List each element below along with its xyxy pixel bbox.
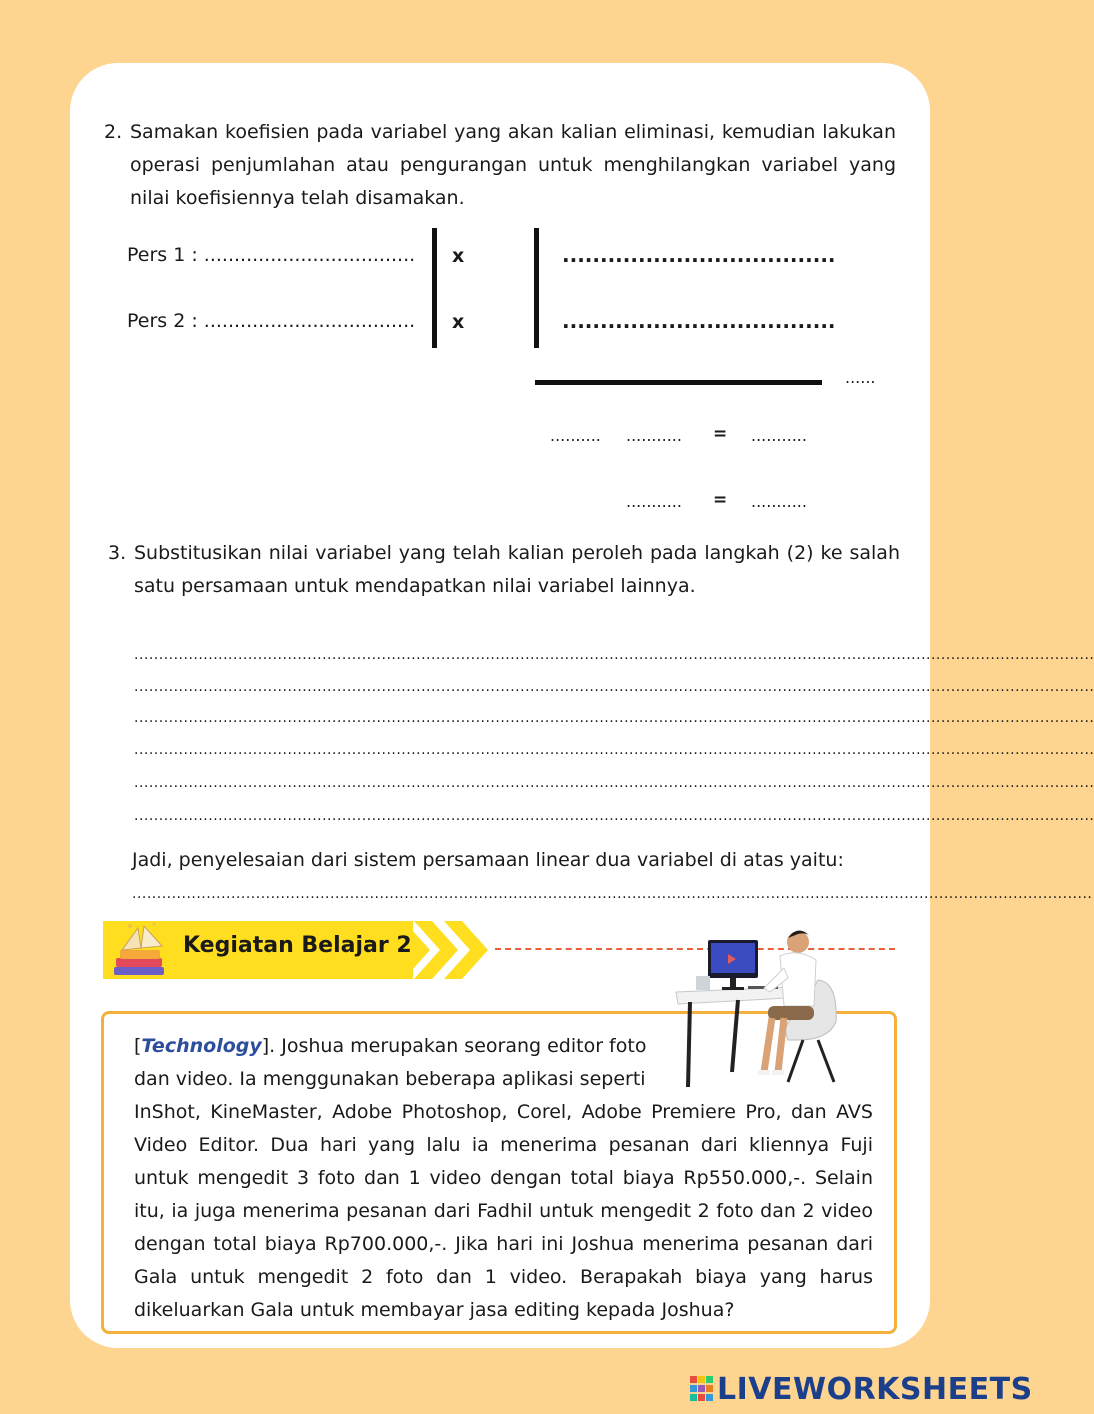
conclusion-answer-line[interactable]: .................................................................................................................................................................................................. [132,886,1093,902]
books-icon [108,914,174,980]
answer-line[interactable]: .................................................................................................................................................................................................. [134,742,1094,758]
problem-text: InShot, KineMaster, Adobe Photoshop, Corel, Adobe Premiere Pro, dan AVS Video Editor. Dua hari yang lalu ia menerima pesanan dari kliennya Fuji untuk mengedit 3 foto dan 1 video dengan total biaya Rp550.000,-. Selain itu, ia juga menerima pesanan dari Fadhil untuk mengedit 2 foto dan 2 video dengan total biaya Rp700.000,-. Jika hari ini Joshua menerima pesanan dari Gala untuk mengedit 2 foto dan 1 video. Berapakah biaya yang harus dikeluarkan Gala untuk membayar jasa editing kepada Joshua? [134,1101,873,1321]
result-field-1[interactable]: .................................... [562,243,836,267]
answer-line[interactable]: .................................................................................................................................................................................................. [134,775,1094,791]
problem-intro [134,1030,674,1096]
pers-2-field[interactable]: Pers 2 : ................................... [127,310,416,332]
multiply-symbol-1: x [452,245,465,267]
answer-line[interactable]: .................................................................................................................................................................................................. [134,710,1094,726]
equals-sign-2: = [713,490,728,510]
answer-line[interactable]: .................................................................................................................................................................................................. [134,679,1094,695]
step-2-instruction: Samakan koefisien pada variabel yang akan kalian eliminasi, kemudian lakukan operasi penjumlahan atau pengurangan untuk menghilangkan variabel yang nilai koefisiennya telah disamakan. [130,121,896,209]
operator-field[interactable]: ...... [845,368,876,387]
problem-line-1: . Joshua merupakan seorang editor foto [269,1035,647,1057]
equals-sign-1: = [713,424,728,444]
value-field-1[interactable]: ........... [751,426,807,445]
value-field-2[interactable]: ........... [751,492,807,511]
step-2-number: 2. [104,121,123,143]
var-field-1[interactable]: ........... [626,426,682,445]
pers-1-field[interactable]: Pers 1 : ................................... [127,244,416,266]
result-field-2[interactable]: .................................... [562,309,836,333]
answer-line[interactable]: .................................................................................................................................................................................................. [134,808,1094,824]
coef-field-1[interactable]: .......... [550,426,601,445]
problem-line-2: dan video. Ia menggunakan beberapa aplikasi seperti [134,1068,646,1090]
liveworksheets-logo-icon [690,1376,714,1402]
multiply-symbol-2: x [452,311,465,333]
bracket-open: [ [134,1035,142,1057]
var-field-2[interactable]: ........... [626,492,682,511]
result-bar [534,228,539,348]
computer-desk-illustration [668,922,848,1090]
activity-title: Kegiatan Belajar 2 [183,933,412,958]
answer-line[interactable]: .................................................................................................................................................................................................. [134,647,1094,663]
conclusion-text: Jadi, penyelesaian dari sistem persamaan linear dua variabel di atas yaitu: [132,849,844,871]
multiplier-bar [432,228,437,348]
step-3-number: 3. [108,542,127,564]
bracket-close: ] [261,1035,270,1057]
operation-line [535,380,822,385]
step-3-instruction: Substitusikan nilai variabel yang telah kalian peroleh pada langkah (2) ke salah satu persamaan untuk mendapatkan nilai variabel lainnya. [134,542,900,597]
technology-tag: Technology [141,1035,262,1057]
liveworksheets-brand[interactable]: LIVEWORKSHEETS [717,1372,1033,1407]
